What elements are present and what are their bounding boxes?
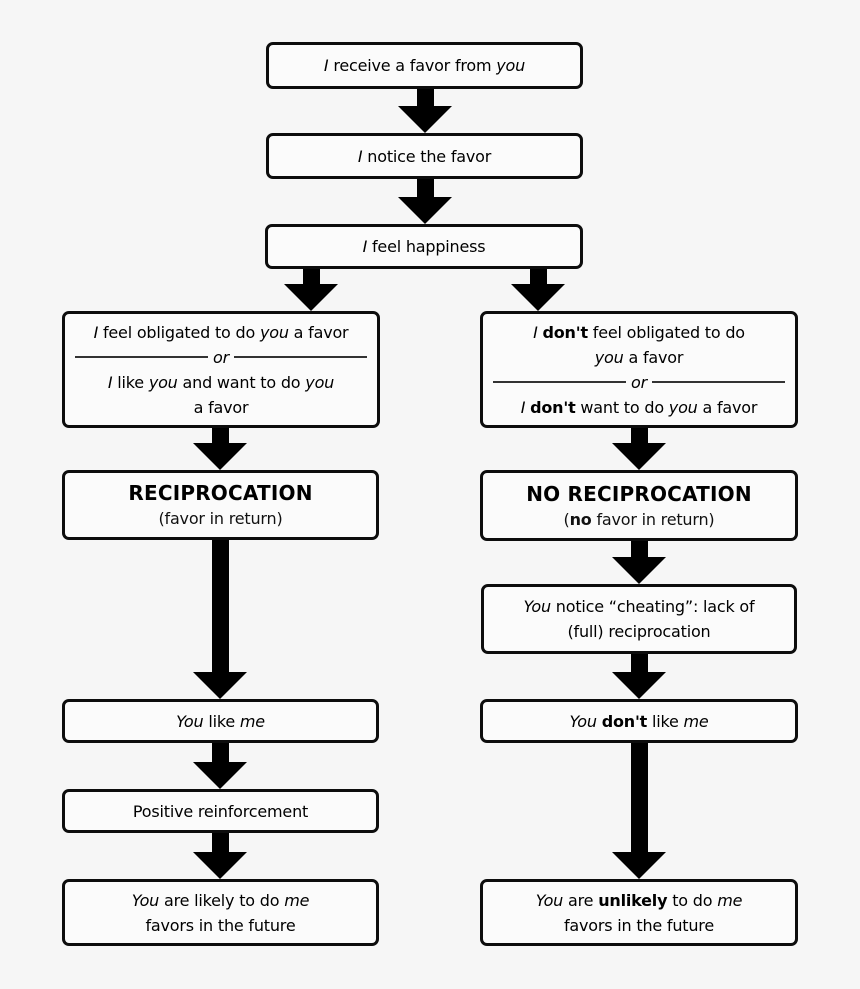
arrow-happiness-to-not-obligated (511, 269, 565, 311)
arrow-stem (212, 833, 229, 852)
arrow-stem (303, 269, 320, 284)
or-divider (75, 345, 367, 370)
node-feel-happiness (265, 224, 583, 269)
or-divider (493, 370, 785, 395)
node-text: Positive reinforcement (132, 801, 309, 821)
arrow-stem (631, 743, 648, 852)
node-reciprocation (62, 470, 379, 540)
arrow-head-icon (398, 197, 452, 224)
divider-line (234, 356, 367, 358)
arrow-head-icon (193, 672, 247, 699)
node-likely-future-favors (62, 879, 379, 946)
node-text: favors in the future (564, 915, 714, 935)
arrow-stem (212, 743, 229, 762)
or-label: or (631, 372, 647, 392)
node-text: favors in the future (145, 915, 296, 935)
node-notice-favor (266, 133, 583, 179)
node-feel-obligated (62, 311, 380, 428)
node-text: I don't want to do you a favor (520, 397, 758, 417)
or-label: or (213, 347, 229, 367)
node-text: You are unlikely to do me (535, 890, 743, 910)
divider-line (493, 381, 626, 383)
node-unlikely-future-favors (480, 879, 798, 946)
arrow-stem (417, 179, 434, 197)
arrow-positive-to-likely (193, 833, 247, 879)
node-no-reciprocation (480, 470, 798, 541)
node-dont-feel-obligated (480, 311, 798, 428)
arrow-head-icon (193, 852, 247, 879)
arrow-head-icon (193, 443, 247, 470)
arrow-head-icon (612, 852, 666, 879)
node-text: I feel happiness (362, 237, 486, 256)
node-subtitle: (favor in return) (158, 509, 283, 528)
arrow-stem (530, 269, 547, 284)
arrow-stem (212, 540, 229, 672)
arrow-head-icon (398, 106, 452, 133)
arrow-head-icon (284, 284, 338, 311)
arrow-no-reciprocation-to-cheating (612, 541, 666, 584)
node-subtitle: (no favor in return) (563, 509, 715, 529)
arrow-head-icon (612, 443, 666, 470)
node-you-dont-like-me (480, 699, 798, 743)
arrow-head-icon (511, 284, 565, 311)
arrow-stem (631, 541, 648, 557)
arrow-obligated-to-reciprocation (193, 428, 247, 470)
arrow-happiness-to-obligated (284, 269, 338, 311)
node-text: I feel obligated to do you a favor (93, 322, 349, 342)
arrow-not-obligated-to-no-reciprocation (612, 428, 666, 470)
node-text: You notice “cheating”: lack of (523, 597, 755, 616)
node-text: You are likely to do me (131, 890, 310, 910)
arrow-reciprocation-to-you-like-me (193, 540, 247, 699)
node-text: You like me (176, 711, 265, 731)
node-text: a favor (193, 397, 249, 417)
node-receive-favor (266, 42, 583, 89)
arrow-dont-like-to-unlikely (612, 743, 666, 879)
node-title: RECIPROCATION (128, 481, 313, 505)
arrow-notice-to-happiness (398, 179, 452, 224)
arrow-stem (417, 89, 434, 106)
divider-line (652, 381, 785, 383)
arrow-stem (212, 428, 229, 443)
node-text: I receive a favor from you (323, 56, 526, 75)
node-text: I notice the favor (357, 146, 492, 166)
arrow-head-icon (612, 557, 666, 584)
arrow-cheating-to-you-dont-like-me (612, 654, 666, 699)
arrow-stem (631, 654, 648, 672)
arrow-stem (631, 428, 648, 443)
node-title: NO RECIPROCATION (526, 481, 752, 506)
node-text: You don't like me (569, 711, 709, 731)
node-text: you a favor (594, 347, 684, 367)
divider-line (75, 356, 208, 358)
arrow-receive-to-notice (398, 89, 452, 133)
node-text: I don't feel obligated to do (533, 322, 745, 342)
node-positive-reinforcement (62, 789, 379, 833)
arrow-head-icon (612, 672, 666, 699)
arrow-like-to-positive-reinforcement (193, 743, 247, 789)
node-notice-cheating (481, 584, 797, 654)
node-you-like-me (62, 699, 379, 743)
node-text: I like you and want to do you (107, 372, 335, 392)
arrow-head-icon (193, 762, 247, 789)
node-text: (full) reciprocation (567, 622, 711, 641)
